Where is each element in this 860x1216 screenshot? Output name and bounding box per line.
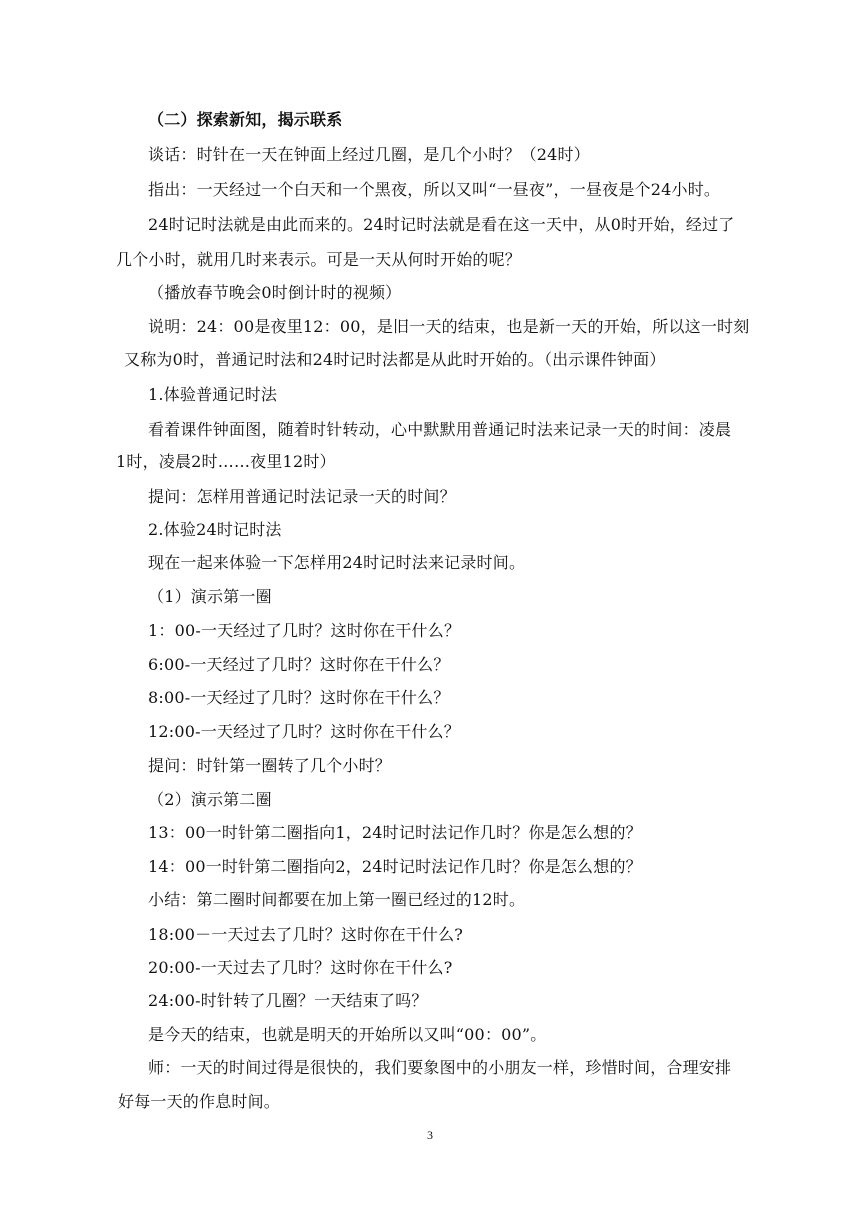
paragraph-line: 6:00-一天经过了几时？这时你在干什么？: [148, 655, 450, 674]
paragraph-line: 8:00-一天经过了几时？这时你在干什么？: [148, 688, 450, 707]
paragraph-line: 师：一天的时间过得是很快的，我们要象图中的小朋友一样，珍惜时间，合理安排: [148, 1058, 732, 1077]
paragraph-line: 是今天的结束，也就是明天的开始所以又叫“00：00”。: [148, 1025, 547, 1044]
paragraph-line: 1时，凌晨2时……夜里12时）: [116, 452, 336, 471]
paragraph-line: 几个小时，就用几时来表示。可是一天从何时开始的呢？: [116, 250, 522, 269]
paragraph-line: 又称为0时，普通记时法和24时记时法都是从此时开始的。（出示课件钟面）: [124, 350, 666, 369]
paragraph-line: 提问：怎样用普通记时法记录一天的时间？: [148, 487, 456, 506]
paragraph-line: 看着课件钟面图，随着时针转动，心中默默用普通记时法来记录一天的时间：凌晨: [148, 420, 732, 439]
paragraph-line: 提问：时针第一圈转了几个小时？: [148, 756, 392, 775]
paragraph-line: 13：00一时针第二圈指向1，24时记时法记作几时？你是怎么想的？: [148, 823, 642, 842]
subheading-line: 2.体验24时记时法: [148, 520, 282, 539]
page-number: 3: [427, 1128, 433, 1142]
paragraph-line: （1）演示第一圈: [148, 587, 272, 606]
paragraph-line: 20:00-一天过去了几时？这时你在干什么?: [148, 958, 453, 977]
paragraph-line: 指出：一天经过一个白天和一个黑夜，所以又叫“一昼夜”，一昼夜是个24小时。: [148, 180, 721, 199]
paragraph-line: （播放春节晚会0时倒计时的视频）: [148, 283, 402, 302]
paragraph-line: （2）演示第二圈: [148, 790, 272, 809]
paragraph-line: 18:00－一天过去了几时？这时你在干什么?: [148, 925, 464, 944]
paragraph-line: 好每一天的作息时间。: [118, 1092, 281, 1111]
paragraph-line: 12:00-一天经过了几时？这时你在干什么？: [148, 722, 460, 741]
section-heading: （二）探索新知，揭示联系: [148, 110, 343, 129]
paragraph-line: 谈话：时针在一天在钟面上经过几圈，是几个小时？（24时）: [148, 145, 590, 164]
paragraph-line: 24:00-时针转了几圈？一天结束了吗？: [148, 991, 428, 1010]
paragraph-line: 24时记时法就是由此而来的。24时记时法就是看在这一天中，从0时开始，经过了: [148, 215, 735, 234]
subheading-line: 1.体验普通记时法: [148, 385, 278, 404]
paragraph-line: 说明：24：00是夜里12：00，是旧一天的结束，也是新一天的开始，所以这一时刻: [148, 317, 750, 336]
paragraph-line: 现在一起来体验一下怎样用24时记时法来记录时间。: [148, 553, 526, 572]
paragraph-line: 1：00-一天经过了几时？这时你在干什么？: [148, 621, 461, 640]
paragraph-line: 小结：第二圈时间都要在加上第一圈已经过的12时。: [148, 890, 526, 909]
paragraph-line: 14：00一时针第二圈指向2，24时记时法记作几时？你是怎么想的？: [148, 857, 642, 876]
